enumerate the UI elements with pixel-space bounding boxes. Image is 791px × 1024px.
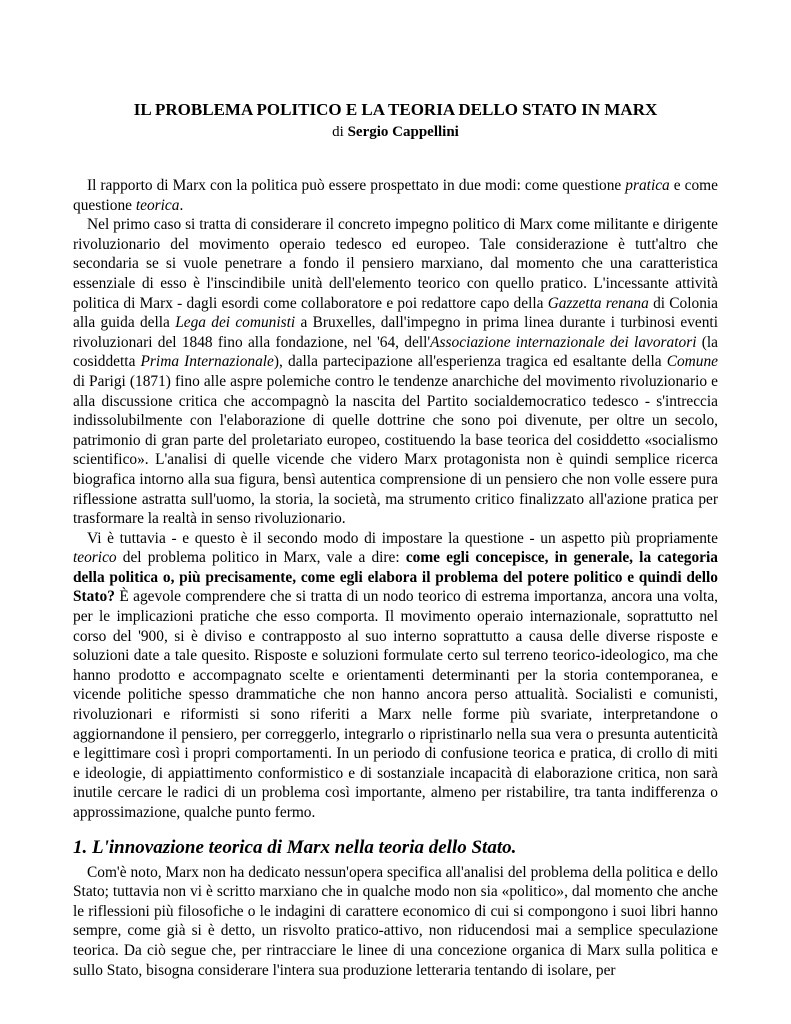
italic-text: pratica <box>625 177 670 194</box>
text-run: È agevole comprendere che si tratta di un nodo teorico di estrema importanza, ancora una volta, per le implicazioni pratiche che esso comporta. Il movimento operaio internazionale, soprattutto nel corso del '900, si è diviso e contrapposto al suo interno soprattutto a causa delle diverse risposte e soluzioni date a tale quesito. Risposte e soluzioni formulate certo sul terreno teorico-ideologico, ma che hanno prodotto e accompagnato scelte e orientamenti determinanti per la storia contemporanea, e vicende politiche spesso drammatiche che non hanno ancora perso attualità. Socialisti e comunisti, rivoluzionari e riformisti si sono riferiti a Marx nelle forme più svariate, interpretandone o aggiornandone il pensiero, per correggerlo, integrarlo o ripristinarlo nella sua vera o presunta autenticità e legittimare così i propri comportamenti. In un periodo di confusione teorica e pratica, di crollo di miti e ideologie, di appiattimento conformistico e di sostanziale incapacità di elaborazione critica, non sarà inutile cercare le radici di un problema così importante, almeno per ristabilire, tra tanta indifferenza o approssimazione, qualche punto fermo. <box>73 588 718 821</box>
italic-text: Prima Internazionale <box>140 353 274 371</box>
paragraph <box>73 176 718 215</box>
paragraph <box>73 215 718 529</box>
text-run: Il rapporto di Marx con la politica può essere prospettato in due modi: come questione <box>87 177 626 194</box>
text-run: Vi è tuttavia - e questo è il secondo modo di impostare la questione - un aspetto più propriamente <box>87 529 718 547</box>
italic-text: Associazione internazionale dei lavoratori <box>430 333 697 351</box>
text-run: Nel primo caso si tratta di considerare il concreto impegno politico di Marx come militante e dirigente rivoluzionario del movimento operaio tedesco ed europeo. Tale considerazione è tutt'altro che secondaria se si vuole penetrare a fondo il pensiero marxiano, dal momento che una caratteristica essenziale di esso è l'inscindibile unità dell'elemento teorico con quello pratico. L'incessante attività politica di Marx - dagli esordi come collaboratore e poi redattore capo della <box>73 216 718 312</box>
text-run: (la cosiddetta <box>73 333 718 371</box>
text-run: del problema politico in Marx, vale a dire: <box>116 549 406 567</box>
text-run: ), dalla partecipazione all'esperienza tragica ed esaltante della <box>273 353 667 371</box>
author-prefix: di <box>332 124 344 140</box>
section-heading: 1. L'innovazione teorica di Marx nella teoria dello Stato. <box>73 836 517 858</box>
text-run: di Parigi (1871) fino alle aspre polemiche contro le tendenze anarchiche del movimento rivoluzionario e alla discussione critica che accompagnò la nascita del Partito socialdemocratico tedesco - s'intreccia indissolubilmente con l'elaborazione di quelle dottrine che sono poi divenute, per oltre un secolo, patrimonio di gran parte del proletariato europeo, costituendo la base teorica del cosiddetto «socialismo scientifico». L'analisi di quelle vicende che videro Marx protagonista non è quindi semplice ricerca biografica intorno alla sua figura, bensì autentica comprensione di un pensiero che non volle essere pura riflessione astratta sull'uomo, la storia, la società, ma strumento critico finalizzato all'azione pratica per trasformare la realtà in senso rivoluzionario. <box>73 372 718 528</box>
text-run: e come questione <box>73 177 718 214</box>
author-name: Sergio Cappellini <box>347 124 459 140</box>
author-line <box>73 122 718 142</box>
text-run: di Colonia alla guida della <box>73 294 719 332</box>
text-run: . <box>179 196 184 214</box>
intro-body <box>73 176 718 823</box>
italic-text: teorico <box>73 549 117 567</box>
document-title: IL PROBLEMA POLITICO E LA TEORIA DELLO STATO IN MARX <box>133 100 658 119</box>
text-run: Com'è noto, Marx non ha dedicato nessun'opera specifica all'analisi del problema della politica e dello Stato; tuttavia non vi è scritto marxiano che in qualche modo non sia «politico», dal momento che anche le riflessioni più filosofiche o le indagini di carattere economico di cui si compongono i suoi libri hanno sempre, come già si è detto, un risvolto pratico-attivo, non riducendosi mai a semplice speculazione teorica. Da ciò segue che, per rintracciare le linee di una concezione organica di Marx sulla politica e sullo Stato, bisogna considerare l'intera sua produzione letteraria tentando di isolare, per <box>73 863 718 979</box>
section-body <box>73 863 718 981</box>
paragraph <box>73 863 718 981</box>
text-run: a Bruxelles, dall'impegno in prima linea durante i turbinosi eventi rivoluzionari del 1848 fino alla fondazione, nel '64, dell' <box>73 314 718 351</box>
paragraph <box>73 529 718 823</box>
bold-text: come egli concepisce, in generale, la categoria della politica o, più precisamente, come egli elabora il problema del potere politico e quindi dello Stato? <box>73 549 718 606</box>
italic-text: teorica <box>135 196 180 214</box>
italic-text: Gazzetta renana <box>547 294 649 312</box>
italic-text: Comune <box>666 353 719 371</box>
italic-text: Lega dei comunisti <box>175 314 296 332</box>
